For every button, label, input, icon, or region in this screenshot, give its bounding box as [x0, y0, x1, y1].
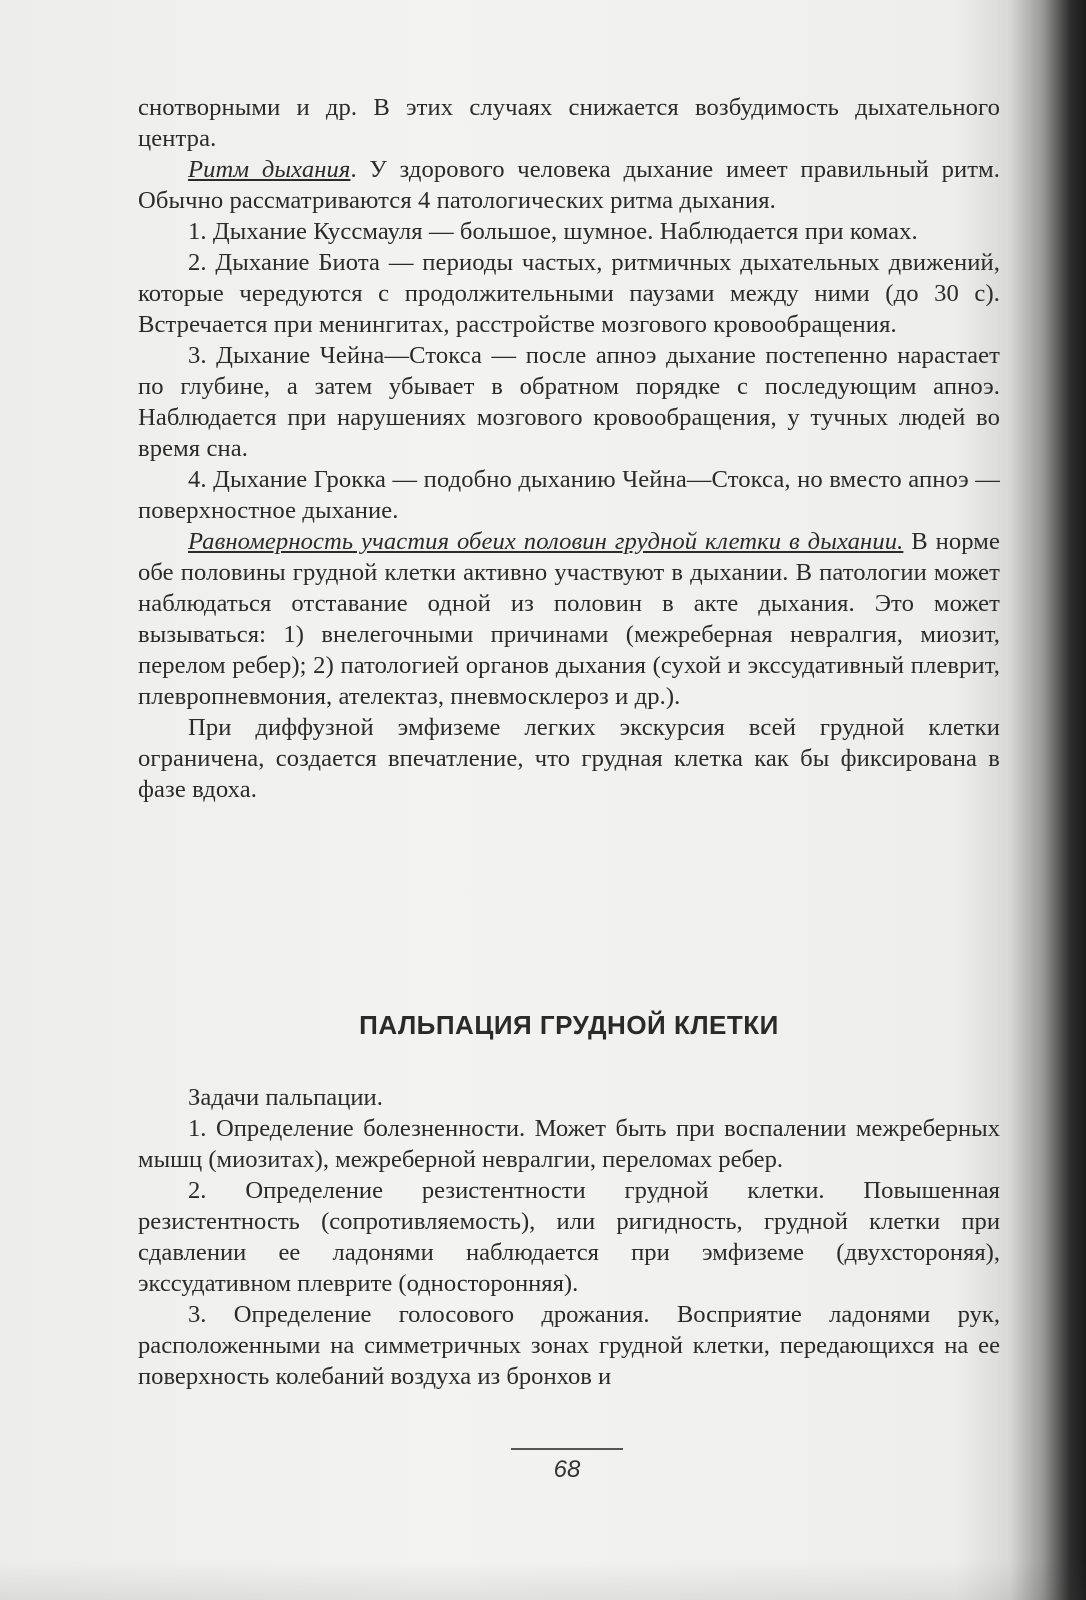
paragraph-6-text: 4. Дыхание Грокка — подобно дыханию Чейна—Стокса, но вместо апноэ — поверхностное дыхание. — [138, 466, 1000, 524]
paragraph-5 — [138, 340, 1000, 464]
paragraph-4-text: 2. Дыхание Биота — периоды частых, ритмичных дыхательных движений, которые чередуются с продолжительными паузами между ними (до 30 с). Встречается при менингитах, расстройстве мозгового кровообращения. — [138, 249, 1000, 338]
paragraph-3-text: 1. Дыхание Куссмауля — большое, шумное. Наблюдается при комах. — [188, 218, 918, 245]
body-text-bottom — [138, 1082, 1000, 1392]
page-number: 68 — [553, 1456, 581, 1483]
paragraph-8 — [138, 712, 1000, 805]
paragraph-7-lead: Равномерность участия обеих половин грудной клетки в дыхании. — [188, 528, 904, 555]
body-text-top — [138, 92, 1000, 805]
paragraph-2-text: . У здорового человека дыхание имеет правильный ритм. Обычно рассматриваются 4 патологических ритма дыхания. — [138, 156, 1000, 214]
page-bottom-shadow — [0, 1560, 1086, 1600]
paragraph-5-text: 3. Дыхание Чейна—Стокса — после апноэ дыхание постепенно нарастает по глубине, а затем убывает в обратном порядке с последующим апноэ. Наблюдается при нарушениях мозгового кровообращения, у тучных людей во время сна. — [138, 342, 1000, 462]
paragraph-9: Задачи пальпации. — [188, 1084, 383, 1111]
paragraph-2 — [138, 154, 1000, 216]
paragraph-7-text: В норме обе половины грудной клетки активно участвуют в дыхании. В патологии может наблюдаться отставание одной из половин в акте дыхания. Это может вызываться: 1) внелегочными причинами (межреберная невралгия, миозит, перелом ребер); 2) патологией органов дыхания (сухой и экссудативный плеврит, плевропневмония, ателектаз, пневмосклероз и др.). — [138, 528, 1000, 710]
paragraph-7 — [138, 526, 1000, 712]
paragraph-6 — [138, 464, 1000, 526]
paragraph-1-text: снотворными и др. В этих случаях снижается возбудимость дыхательного центра. — [138, 94, 1000, 152]
paragraph-4 — [138, 247, 1000, 340]
paragraph-2-lead: Ритм дыхания — [188, 156, 351, 183]
paragraph-10: 1. Определение болезненности. Может быть при воспалении межреберных мышц (миозитах), межреберной невралгии, переломах ребер. — [138, 1115, 1000, 1173]
footer-rule — [511, 1448, 623, 1450]
paragraph-1 — [138, 92, 1000, 154]
paragraph-12: 3. Определение голосового дрожания. Восприятие ладонями рук, расположенными на симметричных зонах грудной клетки, передающихся на ее поверхность колебаний воздуха из бронхов и — [138, 1301, 1000, 1390]
paragraph-3 — [138, 216, 1000, 247]
paragraph-8-text: При диффузной эмфиземе легких экскурсия всей грудной клетки ограничена, создается впечатление, что грудная клетка как бы фиксирована в фазе вдоха. — [138, 714, 1000, 803]
paragraph-11: 2. Определение резистентности грудной клетки. Повышенная резистентность (сопротивляемость), или ригидность, грудной клетки при сдавлении ее ладонями наблюдается при эмфиземе (двухстороняя), экссудативном плеврите (односторонняя). — [138, 1177, 1000, 1297]
section-title: ПАЛЬПАЦИЯ ГРУДНОЙ КЛЕТКИ — [359, 1010, 779, 1040]
